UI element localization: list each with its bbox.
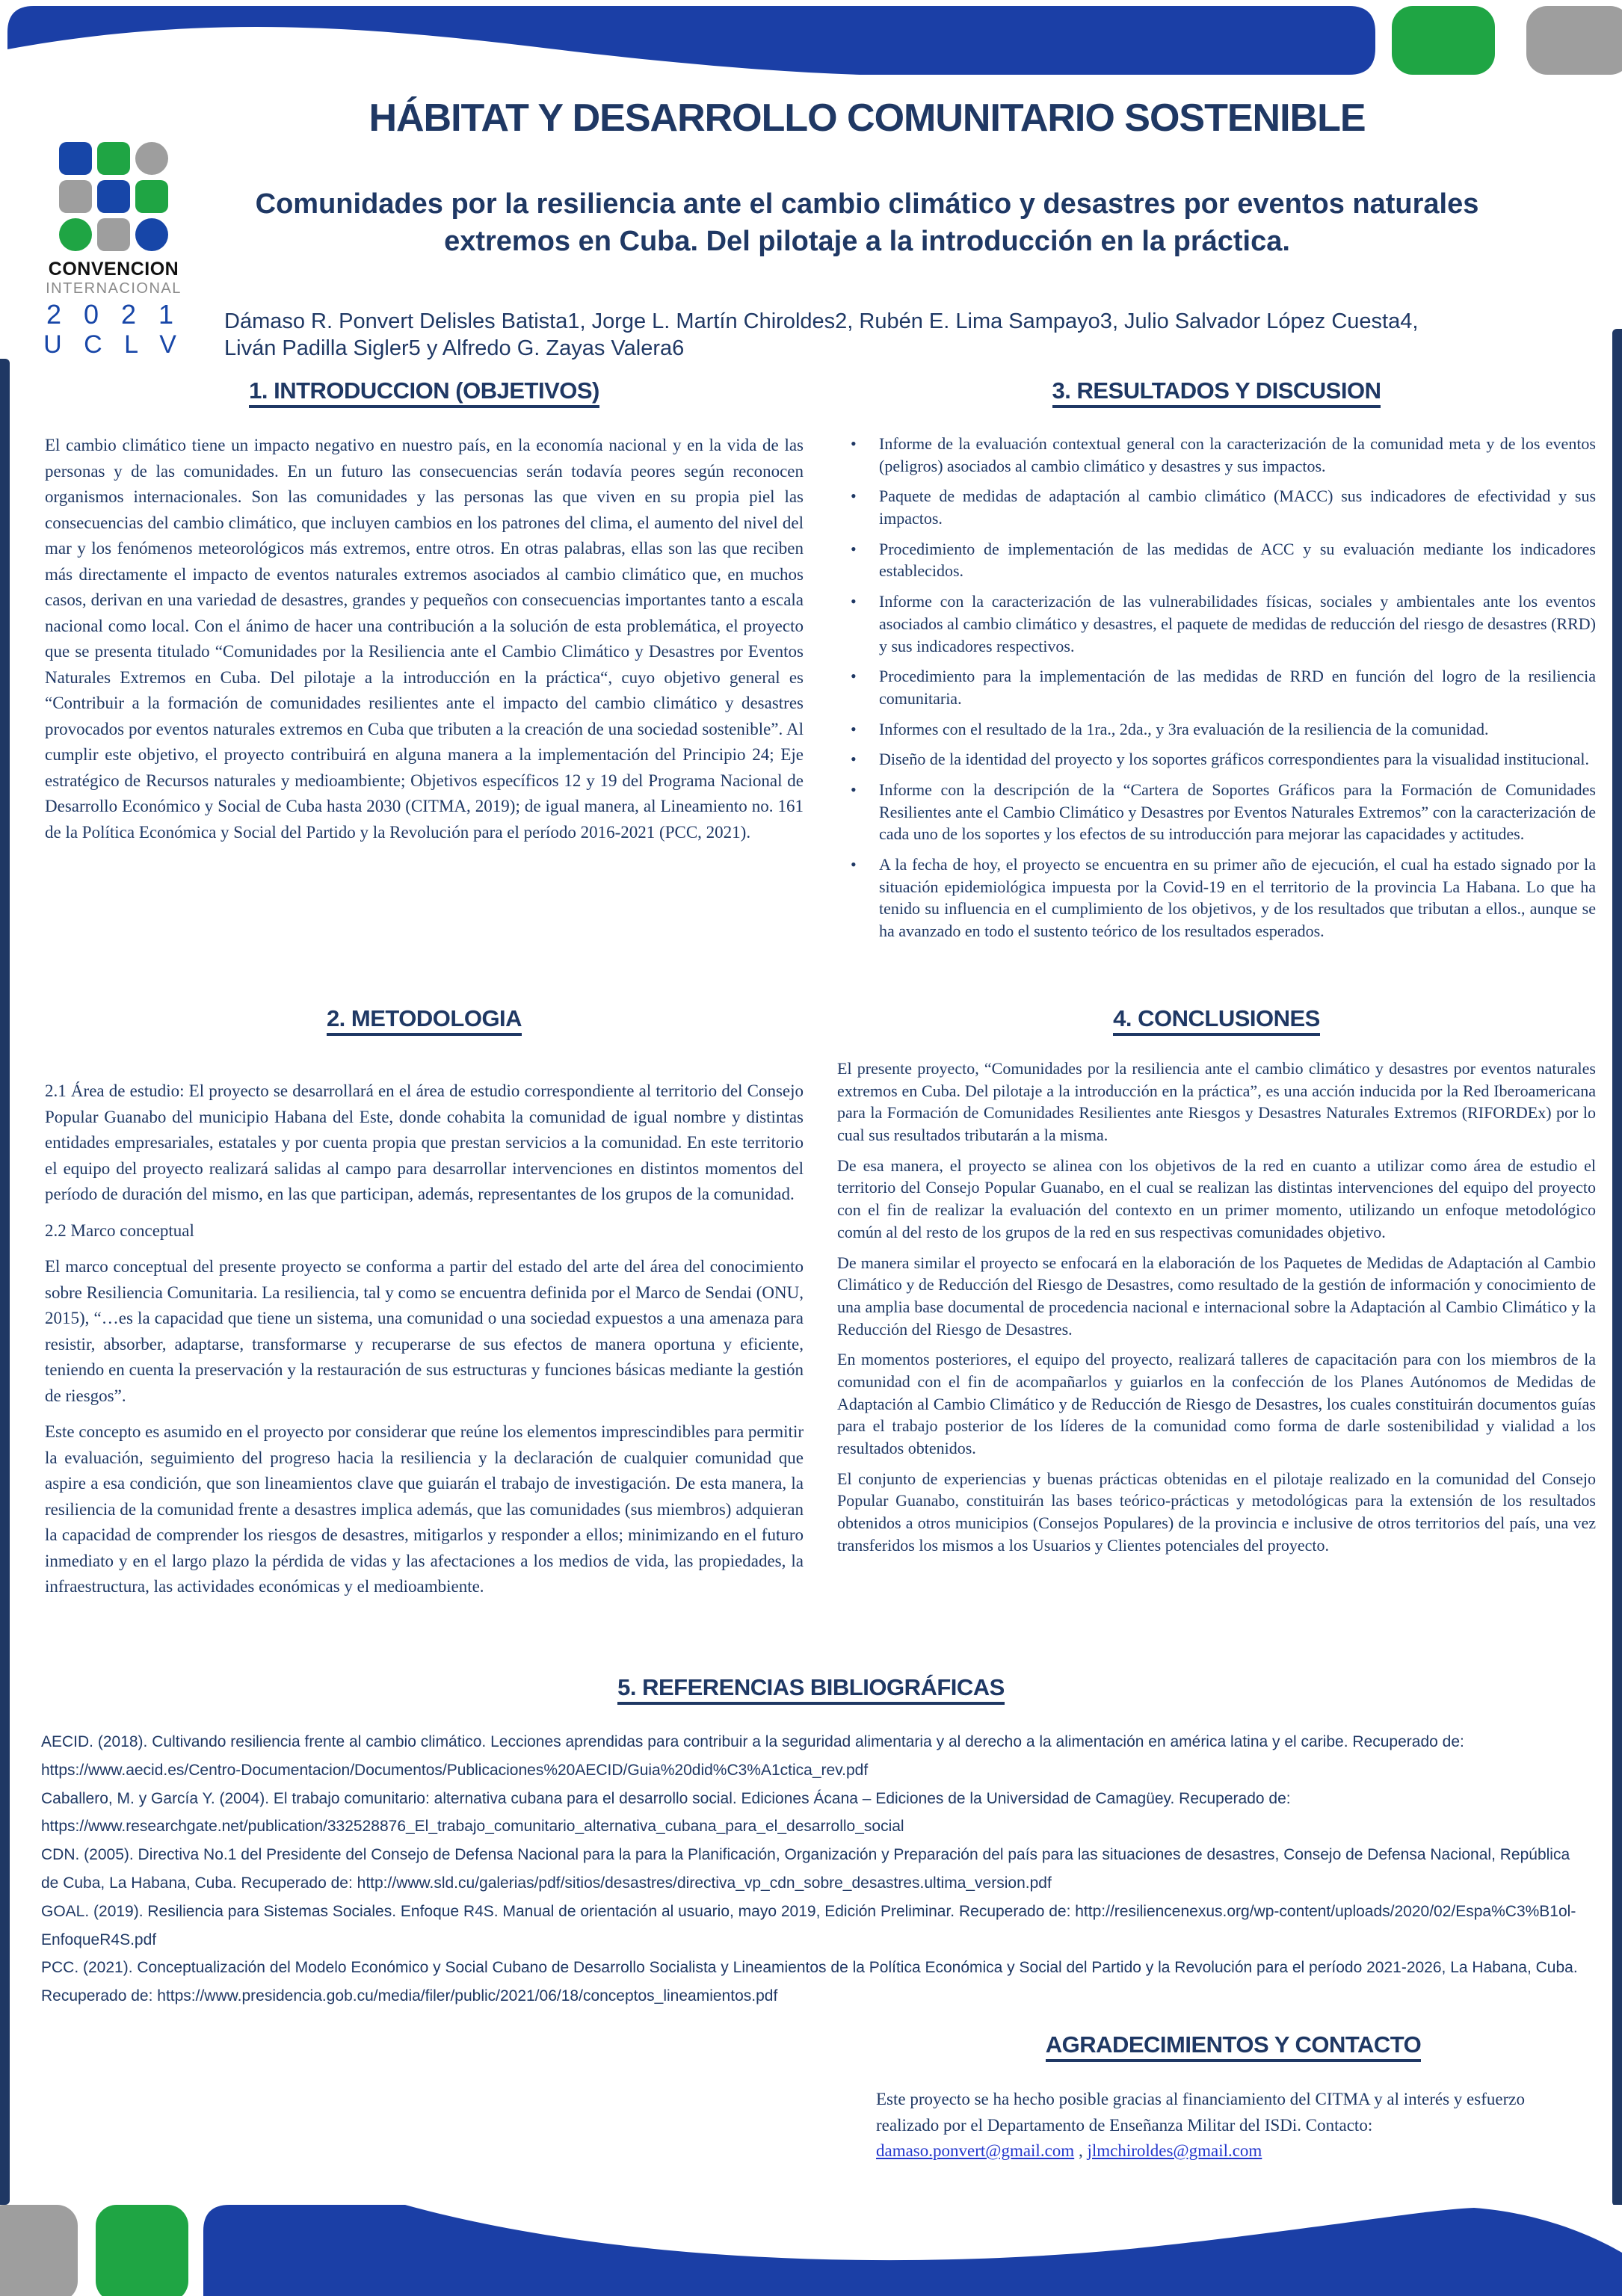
logo-text-uclv: U C L V xyxy=(43,330,184,359)
results-bullet: • Informe con la caracterización de las vulnerabilidades físicas, sociales y ambientales ante los eventos asociados al cambio climático y desastres, el paquete de medidas de reducción del riesgo de desastres (RRD) y sus indicadores respectivos. xyxy=(837,590,1596,657)
right-edge-bar xyxy=(1612,329,1622,2206)
reference-item: Caballero, M. y García Y. (2004). El trabajo comunitario: alternativa cubana para el desarrollo social. Ediciones Ácana – Ediciones de la Universidad de Camagüey. Recuperado de: https://www.researchgate.net/publication/332528876_El_trabajo_comunitario_alternativa_cubana_para_el_desarrollo_social xyxy=(41,1789,1291,1836)
logo-tile-gray-circle xyxy=(135,142,168,175)
acknowledgements-text: Este proyecto se ha hecho posible gracias al financiamiento del CITMA y al interés y esfuerzo realizado por el Departamento de Enseñanza Militar del ISDi. Contacto: xyxy=(876,2090,1525,2135)
contact-email-link[interactable]: jlmchiroldes@gmail.com xyxy=(1087,2141,1262,2160)
logo-tile-green-square xyxy=(135,180,168,213)
results-bullet: • Diseño de la identidad del proyecto y los soportes gráficos correspondientes para la visualidad institucional. xyxy=(837,748,1596,771)
bottom-green-block xyxy=(96,2205,188,2296)
logo-tile-green-circle xyxy=(59,218,92,251)
logo-text-year: 2 0 2 1 xyxy=(46,299,182,330)
results-bullet: • Informe con la descripción de la “Cartera de Soportes Gráficos para la Formación de Comunidades Resilientes ante el Cambio Climático y Desastres por Eventos Naturales Extremos” con la caracterización de cada uno de los soportes y los efectos de su introducción para mejorar las capacidades y actitudes. xyxy=(837,779,1596,845)
acknowledgements-body xyxy=(876,2087,1582,2164)
section-methodology xyxy=(45,1005,804,1611)
reference-item: CDN. (2005). Directiva No.1 del Presidente del Consejo de Defensa Nacional para la para la Planificación, Organización y Preparación del país para las situaciones de desastres, Consejo de Defensa Nacional, República de Cuba, La Habana, Cuba. Recuperado de: http://www.sld.cu/galerias/pdf/sitios/desastres/directiva_vp_cdn_sobre_desastres.ultima_version.pdf xyxy=(41,1846,1570,1892)
logo-tile-blue-circle xyxy=(135,218,168,251)
top-green-block xyxy=(1392,6,1495,75)
logo-tile-gray-square xyxy=(97,218,130,251)
authors-line: Dámaso R. Ponvert Delisles Batista1, Jorge L. Martín Chiroldes2, Rubén E. Lima Sampayo3, Julio Salvador López Cuesta4, Liván Padilla Sigler5 y Alfredo G. Zayas Valera6 xyxy=(224,309,1419,361)
logo-tile-blue-square xyxy=(97,180,130,213)
results-bullet-list xyxy=(837,433,1596,942)
methodology-heading: 2. METODOLOGIA xyxy=(45,1005,804,1032)
logo-tile-green-square xyxy=(97,142,130,175)
conclusions-paragraph: El presente proyecto, “Comunidades por la resiliencia ante el cambio climático y desastres por eventos naturales extremos en Cuba. Del pilotaje a la introducción en la práctica”, es una acción inducida por la Red Iberoamericana para la Formación de Comunidades Resilientes ante Riesgos y Desastres Naturales Extremos (RIFORDEx) por lo cual sus resultados tributarán a la misma. xyxy=(837,1059,1596,1145)
acknowledgements-heading: AGRADECIMIENTOS Y CONTACTO xyxy=(889,2031,1577,2058)
logo-tile-gray-square xyxy=(59,180,92,213)
section-results xyxy=(837,377,1596,951)
conclusions-heading: 4. CONCLUSIONES xyxy=(837,1005,1596,1032)
logo-text-internacional: INTERNACIONAL xyxy=(46,280,182,297)
results-heading: 3. RESULTADOS Y DISCUSION xyxy=(837,377,1596,404)
reference-item: PCC. (2021). Conceptualización del Modelo Económico y Social Cubano de Desarrollo Socialista y Lineamientos de la Política Económica y Social del Partido y la Revolución para el período 2021-2026, La Habana, Cuba. Recuperado de: https://www.presidencia.gob.cu/media/filer/public/2021/06/18/conceptos_lineamientos.pdf xyxy=(41,1959,1578,2005)
methodology-paragraph: El marco conceptual del presente proyecto se conforma a partir del estado del arte del área del conocimiento sobre Resiliencia Comunitaria. La resiliencia, tal y como se encuentra definida por el Marco de Sendai (ONU, 2015), “…es la capacidad que tiene un sistema, una comunidad o una sociedad expuestos a una amenaza para resistir, absorber, adaptarse, transformarse y recuperarse de sus efectos de manera oportuna y eficiente, teniendo en cuenta la preservación y la restauración de sus estructuras y funciones básicas mediante la gestión de riesgos”. xyxy=(45,1257,804,1405)
top-gray-block xyxy=(1526,6,1622,75)
contact-email-link[interactable]: damaso.ponvert@gmail.com xyxy=(876,2141,1075,2160)
logo-text-convencion: CONVENCION xyxy=(48,259,179,280)
results-bullet: • Paquete de medidas de adaptación al cambio climático (MACC) sus indicadores de efectividad y sus impactos. xyxy=(837,485,1596,529)
results-bullet: • Informe de la evaluación contextual general con la caracterización de la comunidad meta y de los eventos (peligros) asociados al cambio climático y desastres y sus impactos. xyxy=(837,433,1596,477)
reference-item: GOAL. (2019). Resiliencia para Sistemas Sociales. Enfoque R4S. Manual de orientación al usuario, mayo 2019, Edición Preliminar. Recuperado de: http://resiliencenexus.org/wp-content/uploads/2020/02/Espa%C3%B1ol-EnfoqueR4S.pdf xyxy=(41,1902,1576,1948)
top-wave-graphic xyxy=(7,6,1375,75)
reference-item: AECID. (2018). Cultivando resiliencia frente al cambio climático. Lecciones aprendidas para contribuir a la seguridad alimentaria y al derecho a la alimentación en américa latina y el caribe. Recuperado de: https://www.aecid.es/Centro-Documentacion/Documentos/Publicaciones%20AECID/Guia%20did%C3%A1ctica_rev.pdf xyxy=(41,1733,1464,1779)
logo-tile-grid xyxy=(59,142,168,251)
results-bullet: • Procedimiento de implementación de las medidas de ACC y su evaluación mediante los indicadores establecidos. xyxy=(837,538,1596,582)
conclusions-body xyxy=(837,1058,1596,1556)
results-body xyxy=(837,433,1596,942)
poster-subtitle xyxy=(206,185,1529,260)
section-conclusions xyxy=(837,1005,1596,1564)
bottom-wave-graphic xyxy=(203,2205,1622,2296)
results-bullet: • A la fecha de hoy, el proyecto se encuentra en su primer año de ejecución, el cual ha estado signado por la situación epidemiológica impuesta por la Covid-19 en el territorio de la provincia La Habana. Lo que ha tenido su influencia en el cumplimiento de los objetivos, y de los resultados que tributan a ellos., aunque se ha avanzado en todo el sustento teórico de los resultados esperados. xyxy=(837,854,1596,942)
left-edge-bar xyxy=(0,359,10,2205)
references-heading: 5. REFERENCIAS BIBLIOGRÁFICAS xyxy=(45,1674,1577,1701)
introduction-heading: 1. INTRODUCCION (OBJETIVOS) xyxy=(45,377,804,404)
introduction-paragraph: El cambio climático tiene un impacto negativo en nuestro país, en la economía nacional y en la vida de las personas y de las comunidades. En un futuro las consecuencias serán todavía peores según reconocen organismos internacionales. Son las comunidades y las personas las que viven en su propia piel las consecuencias del cambio climático, que incluyen cambios en los patrones del clima, el aumento del nivel del mar y los fenómenos meteorológicos más extremos, entre otros. En otras palabras, ellas son las que reciben más directamente el impacto de eventos naturales extremos asociados al cambio climático que, en muchos casos, derivan en una variedad de desastres, grandes y pequeños con consecuencias importantes tanto a escala nacional como local. Con el ánimo de hacer una contribución a la solución de esta problemática, el proyecto que se presenta titulado “Comunidades por la Resiliencia ante el Cambio Climático y Desastres por Eventos Naturales Extremos en Cuba. Del pilotaje a la introducción en la práctica“, cuyo objetivo general es “Contribuir a la formación de comunidades resilientes ante el impacto del cambio climático y desastres provocados por eventos naturales extremos en Cuba que tributen a la creación de una sociedad sostenible”. Al cumplir este objetivo, el proyecto contribuirá en alguna manera a la implementación del Principio 24; Eje estratégico de Recursos naturales y medioambiente; Objetivos específicos 12 y 19 del Programa Nacional de Desarrollo Económico y Social de Cuba hasta 2030 (CITMA, 2019); de igual manera, al Lineamiento no. 161 de la Política Económica y Social del Partido y la Revolución para el período 2016-2021 (PCC, 2021). xyxy=(45,436,804,842)
methodology-paragraph: 2.2 Marco conceptual xyxy=(45,1220,194,1240)
conclusions-paragraph: En momentos posteriores, el equipo del proyecto, realizará talleres de capacitación para con los miembros de la comunidad con el fin de acompañarlos y guiarlos en la confección de los Planes Autónomos de Medidas de Adaptación al Cambio Climático y de Reducción de Riesgo de Desastres, los cuales constituirán documentos guías para el trabajo posterior de los líderes de la comunidad como forma de darle sostenibilidad y vialidad a los resultados obtenidos. xyxy=(837,1350,1596,1457)
results-bullet: • Informes con el resultado de la 1ra., 2da., y 3ra evaluación de la resiliencia de la comunidad. xyxy=(837,718,1596,741)
conclusions-paragraph: El conjunto de experiencias y buenas prácticas obtenidas en el pilotaje realizado en la comunidad del Consejo Popular Guanabo, constituirán las bases teórico-prácticas y metodológicas para la extensión de los resultados obtenidos a otros municipios (Consejos Populares) de la provincia e inclusive de otros territorios del país, una vez transferidos los mismos a los Usuarios y Clientes potenciales del proyecto. xyxy=(837,1469,1596,1555)
convention-logo xyxy=(39,142,188,359)
conclusions-paragraph: De esa manera, el proyecto se alinea con los objetivos de la red en cuanto a utilizar como área de estudio el territorio del Consejo Popular Guanabo, en el cual se realizan las distintas intervenciones del equipo del proyecto con el fin de realizar la evaluación del contexto en un primer momento, utilizando un enfoque metodológico común al del resto de los grupos de la red en sus respectivas comunidades objetivo. xyxy=(837,1155,1596,1241)
logo-tile-blue-square xyxy=(59,142,92,175)
introduction-body xyxy=(45,433,804,845)
bottom-gray-block xyxy=(0,2205,78,2296)
results-bullet: • Procedimiento para la implementación de las medidas de RRD en función del logro de la resiliencia comunitaria. xyxy=(837,665,1596,709)
poster-subtitle-text: Comunidades por la resiliencia ante el cambio climático y desastres por eventos naturales extremos en Cuba. Del pilotaje a la introducción en la práctica. xyxy=(255,188,1479,258)
poster-title: HÁBITAT Y DESARROLLO COMUNITARIO SOSTENIBLE xyxy=(369,96,1366,140)
methodology-body xyxy=(45,1078,804,1600)
conclusions-paragraph: De manera similar el proyecto se enfocará en la elaboración de los Paquetes de Medidas de Adaptación al Cambio Climático y de Reducción del Riesgo de Desastres, como resultado de la gestión de información y conocimiento de una amplia base documental de procedencia nacional e internacional sobre la Adaptación al Cambio Climático y la Reducción del Riesgo de Desastres. xyxy=(837,1253,1596,1339)
methodology-paragraph: Este concepto es asumido en el proyecto por considerar que reúne los elementos imprescindibles para permitir la evaluación, seguimiento del progreso hacia la resiliencia y la declaración de cualquier comunidad que aspire a esa condición, que son lineamientos clave que guiarán el trabajo de investigación. De esta manera, la resiliencia de la comunidad frente a desastres implica además, que las comunidades (sus miembros) adquieran la capacidad de comprender los riesgos de desastres, mitigarlos y responder a ellos; minimizando en el futuro inmediato y en el largo plazo la pérdida de vidas y las afectaciones a los medios de vida, las propiedades, la infraestructura, las actividades económicas y el medioambiente. xyxy=(45,1422,804,1596)
email-separator: , xyxy=(1074,2141,1088,2160)
methodology-paragraph: 2.1 Área de estudio: El proyecto se desarrollará en el área de estudio correspondiente al territorio del Consejo Popular Guanabo del municipio Habana del Este, donde cohabita la comunidad de igual nombre y distintas entidades empresariales, estatales y por cuenta propia que prestan servicios a la comunidad. En este territorio el equipo del proyecto realizará salidas al campo para desarrollar intervenciones en distintos momentos del período de duración del mismo, en las que participan, además, representantes de los grupos de la comunidad. xyxy=(45,1081,804,1203)
section-introduction xyxy=(45,377,804,856)
references-list xyxy=(41,1728,1579,2010)
